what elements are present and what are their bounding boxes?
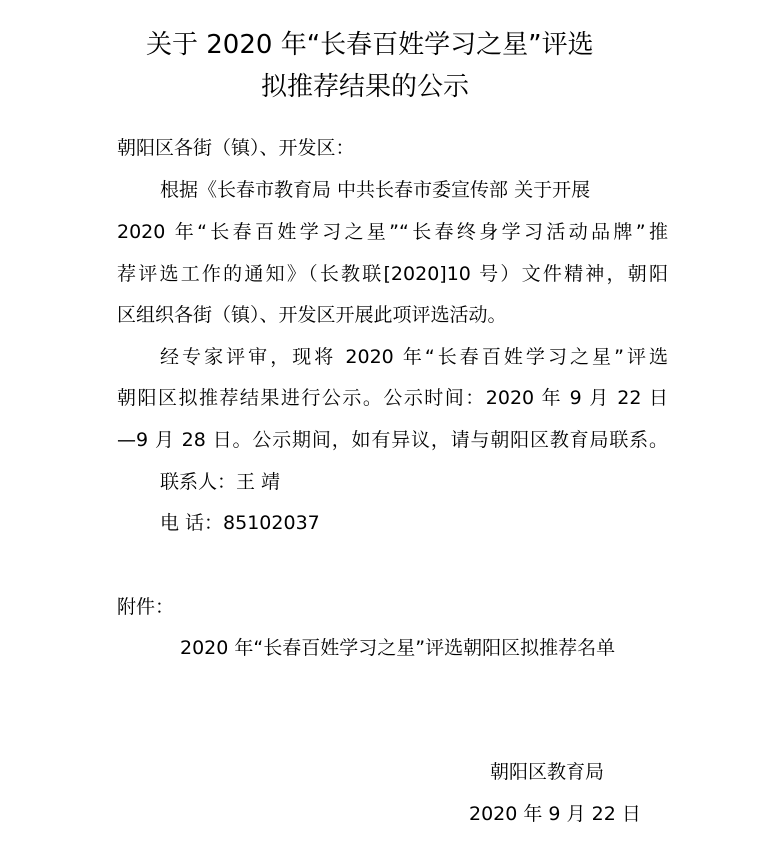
paragraph-1-line-1: 根据《长春市教育局 中共长春市委宣传部 关于开展 bbox=[160, 179, 591, 201]
paragraph-2-line-3: —9 月 28 日。公示期间，如有异议，请与朝阳区教育局联系。 bbox=[117, 429, 668, 451]
paragraph-1-line-4: 区组织各街（镇）、开发区开展此项评选活动。 bbox=[117, 304, 507, 326]
paragraph-2-line-2: 朝阳区拟推荐结果进行公示。公示时间：2020 年 9 月 22 日 bbox=[117, 387, 668, 409]
contact-phone: 电 话：85102037 bbox=[160, 512, 320, 534]
attachment-label: 附件： bbox=[117, 596, 175, 618]
salutation: 朝阳区各街（镇）、开发区： bbox=[117, 137, 355, 159]
paragraph-2-line-1: 经专家评审，现将 2020 年“长春百姓学习之星”评选 bbox=[160, 346, 668, 368]
paragraph-1-line-2: 2020 年“长春百姓学习之星”“长春终身学习活动品牌”推 bbox=[117, 221, 668, 243]
document-title-line-2: 拟推荐结果的公示 bbox=[261, 72, 470, 102]
signature-date: 2020 年 9 月 22 日 bbox=[469, 803, 641, 825]
paragraph-1-line-3: 荐评选工作的通知》（长教联[2020]10 号）文件精神，朝阳 bbox=[117, 263, 668, 285]
attachment-item: 2020 年“长春百姓学习之星”评选朝阳区拟推荐名单 bbox=[180, 637, 616, 659]
contact-person: 联系人：王 靖 bbox=[160, 471, 281, 493]
signature-organization: 朝阳区教育局 bbox=[490, 761, 605, 783]
document-title-line-1: 关于 2020 年“长春百姓学习之星”评选 bbox=[146, 30, 594, 60]
